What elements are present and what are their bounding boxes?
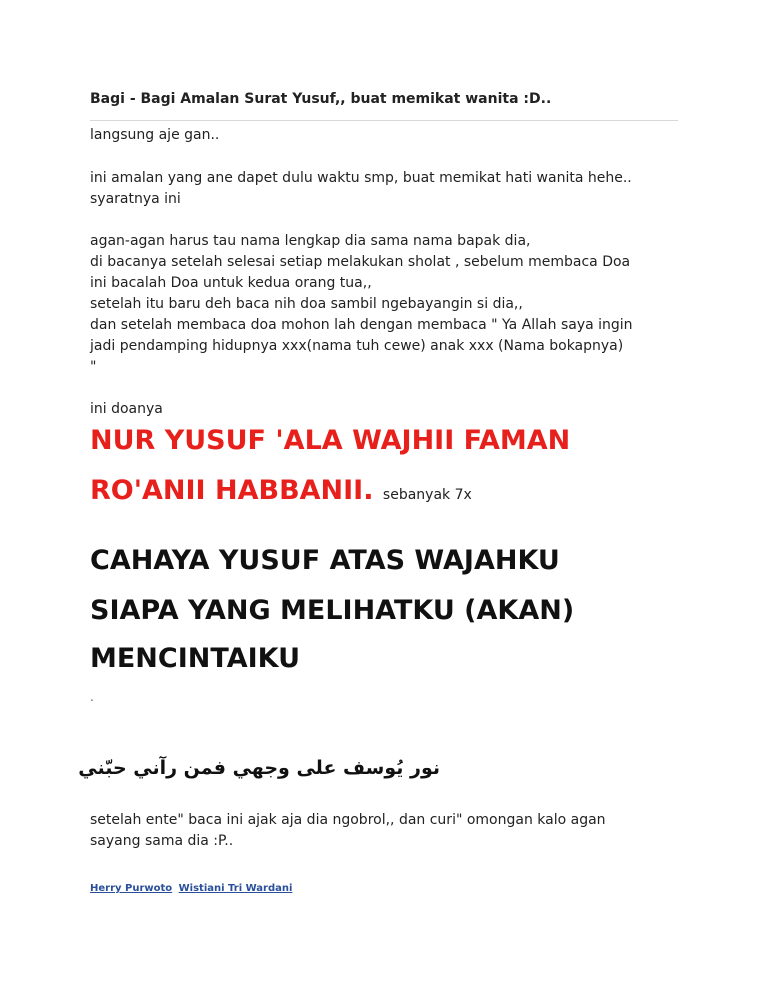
paragraph-line: setelah itu baru deh baca nih doa sambil ngebayangin si dia,, bbox=[90, 296, 523, 312]
arabic-doa: نور يُوسف على وجهي فمن رآني حبّني bbox=[78, 757, 440, 779]
paragraph-line: setelah ente" baca ini ajak aja dia ngobrol,, dan curi" omongan kalo agan bbox=[90, 812, 606, 828]
paragraph-line: sayang sama dia :P.. bbox=[90, 833, 234, 849]
author-link-wistiani[interactable]: Wistiani Tri Wardani bbox=[178, 883, 293, 894]
paragraph-line: ini amalan yang ane dapet dulu waktu smp, buat memikat hati wanita hehe.. bbox=[90, 170, 632, 186]
meaning-line-2: SIAPA YANG MELIHATKU (AKAN) bbox=[90, 595, 575, 626]
intro-text: langsung aje gan.. bbox=[90, 127, 220, 143]
doa-line-2 bbox=[90, 475, 472, 506]
paragraph-line: di bacanya setelah selesai setiap melakukan sholat , sebelum membaca Doa bbox=[90, 254, 631, 270]
paragraph-line: dan setelah membaca doa mohon lah dengan membaca " Ya Allah saya ingin bbox=[90, 317, 633, 333]
doa-line-2-text: RO'ANII HABBANII. bbox=[90, 475, 374, 506]
author-link-herry[interactable]: Herry Purwoto bbox=[90, 883, 173, 894]
meaning-line-3: MENCINTAIKU bbox=[90, 643, 301, 674]
paragraph-line: jadi pendamping hidupnya xxx(nama tuh cewe) anak xxx (Nama bokapnya) bbox=[90, 338, 624, 354]
doa-count: sebanyak 7x bbox=[382, 487, 472, 503]
closing-paragraph bbox=[90, 810, 606, 852]
paragraph-line: syaratnya ini bbox=[90, 191, 181, 207]
paragraph-line: ini bacalah Doa untuk kedua orang tua,, bbox=[90, 275, 372, 291]
separator-dot: . bbox=[90, 690, 94, 704]
post-title: Bagi - Bagi Amalan Surat Yusuf,, buat memikat wanita :D.. bbox=[90, 91, 552, 107]
title-divider bbox=[90, 120, 678, 121]
paragraph-2 bbox=[90, 231, 633, 378]
author-links bbox=[90, 883, 295, 894]
doa-line-1: NUR YUSUF 'ALA WAJHII FAMAN bbox=[90, 425, 571, 456]
paragraph-1 bbox=[90, 168, 632, 210]
meaning-line-1: CAHAYA YUSUF ATAS WAJAHKU bbox=[90, 545, 560, 576]
paragraph-line: " bbox=[90, 359, 97, 375]
paragraph-line: agan-agan harus tau nama lengkap dia sama nama bapak dia, bbox=[90, 233, 531, 249]
doa-label: ini doanya bbox=[90, 401, 163, 417]
